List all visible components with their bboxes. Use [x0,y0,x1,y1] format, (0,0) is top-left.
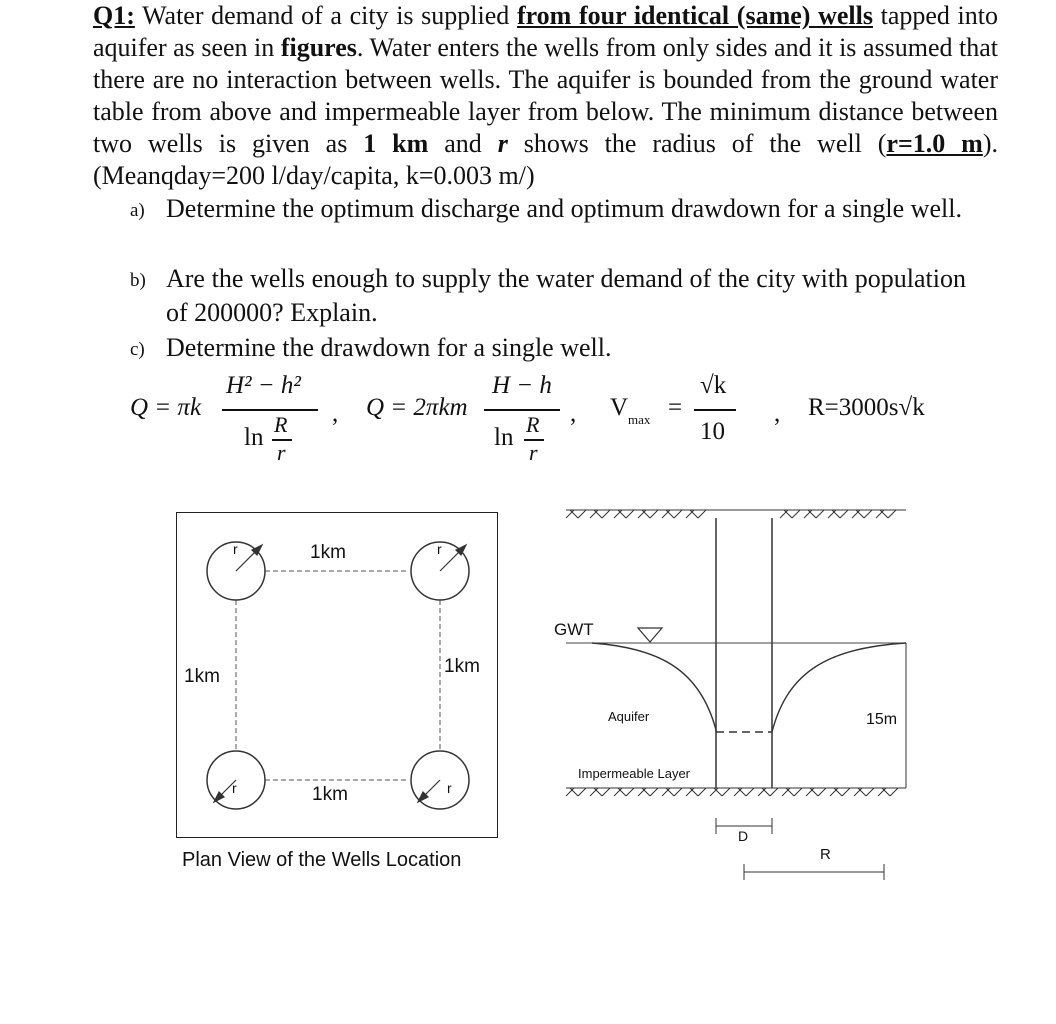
problem-emph-r: r [497,129,508,158]
ground-hatch-top [566,510,906,518]
formula-2-numerator: H − h [492,372,552,399]
item-c-marker: c) [130,339,145,360]
label-aquifer: Aquifer [608,709,650,724]
label-radius-tl: r [233,541,238,557]
label-impermeable: Impermeable Layer [578,766,690,781]
gwt-triangle-icon [638,628,662,642]
item-b-text: Are the wells enough to supply the water demand of the city with population of 200000? Explain. [166,264,966,327]
item-b-marker: b) [130,270,146,291]
formula-3-v: V [610,394,629,421]
label-left-distance: 1km [184,666,220,687]
label-diameter: D [738,828,749,844]
formula-1-r: r [277,440,286,465]
formula-comma-2: , [570,400,577,427]
radius-influence-dimension [744,864,884,880]
formula-3-denominator: 10 [700,418,725,445]
label-right-distance: 1km [444,656,480,677]
formula-2-r: r [529,440,538,465]
formula-4: R=3000s√k [808,394,925,421]
problem-text-5: . Water enters the wells from only sides and it is assumed that there are no interaction between wells. The aquifer is bounded from the ground water table from above and impermeable layer from below. The minimum distance between two wells is given as [93,33,999,158]
label-gwt: GWT [554,620,594,639]
problem-emph-distance: 1 km [363,129,429,158]
label-radius-bl: r [232,780,237,796]
formula-comma-3: , [774,400,781,427]
label-bottom-distance: 1km [312,784,348,805]
formula-2-ln: ln [494,424,514,451]
problem-emph-radius: r=1.0 m [886,129,983,158]
problem-text-11: ). (Meanqday=200 l/day/capita, k=0.003 m/) [93,129,999,190]
item-a-text: Determine the optimum discharge and optimum drawdown for a single well. [166,194,962,223]
formula-3-equals: = [668,394,683,421]
label-thickness: 15m [866,711,898,728]
label-radius-tr: r [437,541,442,557]
formula-3-numerator: √k [700,372,727,399]
formula-2-R: R [526,412,540,437]
item-c-text: Determine the drawdown for a single well. [166,333,612,362]
problem-text-9: shows the radius of the well ( [507,129,887,158]
label-radius-br: r [447,780,452,796]
problem-emph-wells: from four identical (same) wells [516,1,873,30]
formula-3-subscript: max [628,412,651,427]
problem-text-3: tapped into aquifer as seen in [93,1,998,62]
plan-dashed-lines [236,571,440,780]
problem-text-1: Water demand of a city is supplied [134,1,517,30]
question-label: Q1: [93,1,135,30]
item-a-marker: a) [130,200,145,221]
formula-1-R: R [274,412,288,437]
impermeable-hatch [566,788,906,796]
plan-caption: Plan View of the Wells Location [182,849,462,871]
formula-1-ln: ln [244,424,264,451]
problem-text-7: and [428,129,498,158]
formula-1-numerator: H² − h² [226,372,301,399]
formula-comma-1: , [332,400,339,427]
formula-2-lhs: Q = 2πkm [366,394,468,421]
well-walls [716,518,772,788]
label-top-distance: 1km [310,542,346,563]
label-radius-influence: R [820,846,831,863]
formula-1-lhs: Q = πk [130,394,202,421]
problem-emph-figures: figures [280,33,357,62]
